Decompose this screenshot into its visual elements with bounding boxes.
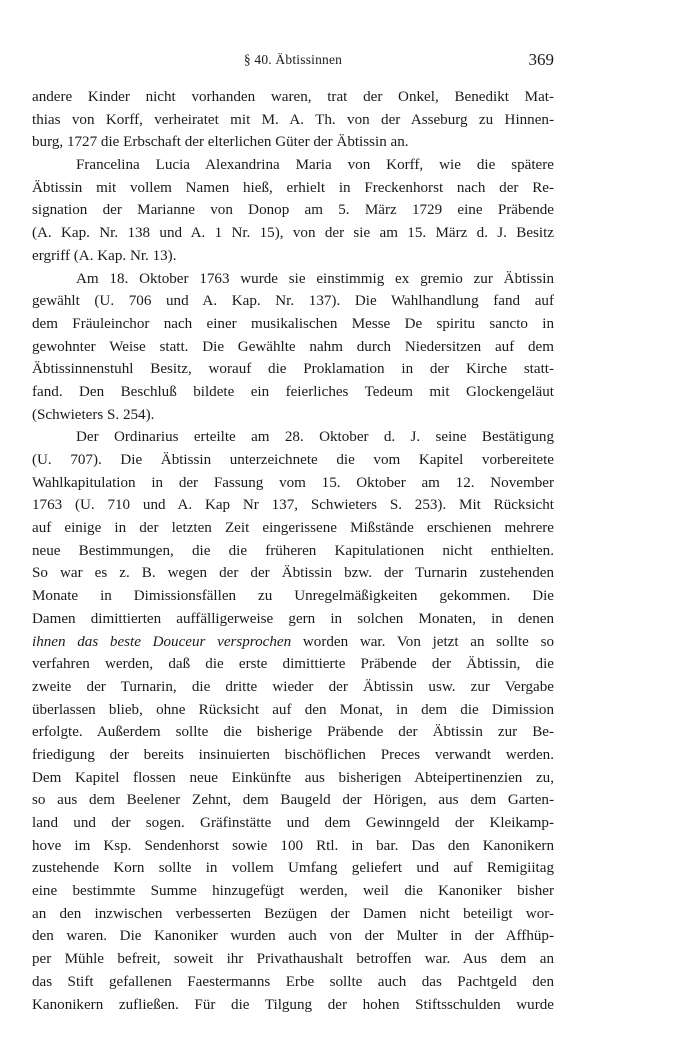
text-line: gewählt (U. 706 und A. Kap. Nr. 137). Die Wahlhandlung fand auf [32, 293, 554, 310]
text-line: den waren. Die Kanoniker wurden auch von der Multer in der Affhüp- [32, 928, 554, 945]
text-line: Monate in Dimissionsfällen zu Unregelmäßigkeiten gekommen. Die [32, 588, 554, 605]
text-line: So war es z. B. wegen der der Äbtissin bzw. der Turnarin zustehenden [32, 565, 554, 582]
text-line: Am 18. Oktober 1763 wurde sie einstimmig ex gremio zur Äbtissin [76, 270, 554, 287]
text-line: land und der sogen. Gräfinstätte und dem Gewinngeld der Kleikamp- [32, 815, 554, 831]
text-line: Der Ordinarius erteilte am 28. Oktober d. J. seine Bestätigung [76, 429, 554, 446]
text-line: Äbtissin mit vollem Namen hieß, erhielt in Freckenhorst nach der Re- [32, 179, 554, 196]
text-line: hove im Ksp. Sendenhorst sowie 100 Rtl. in bar. Das den Kanonikern [32, 837, 554, 854]
page-number: 369 [528, 50, 554, 69]
text-line: Francelina Lucia Alexandrina Maria von Korff, wie die spätere [76, 157, 554, 174]
text-line: burg, 1727 die Erbschaft der elterlichen Güter der Äbtissin an. [32, 134, 409, 151]
text-line: ergriff (A. Kap. Nr. 13). [32, 247, 177, 264]
text-line: Wahlkapitulation in der Fassung vom 15. Oktober am 12. November [32, 474, 554, 491]
text-line: zweite der Turnarin, die dritte wieder der Äbtissin usw. zur Vergabe [32, 678, 554, 695]
text-line: Kanonikern zufließen. Für die Tilgung der hohen Stiftsschulden wurde [32, 996, 554, 1013]
emphasized-text: ihnen das beste Douceur versprochen [32, 633, 292, 650]
text-line: verfahren werden, daß die erste dimittierte Präbende der Äbtissin, die [32, 656, 554, 673]
text-line: so aus dem Beelener Zehnt, dem Baugeld der Hörigen, aus dem Garten- [32, 792, 554, 809]
section-title: § 40. Äbtissinnen [243, 52, 343, 67]
text-line: (Schwieters S. 254). [32, 406, 155, 423]
running-head [32, 52, 554, 74]
text-line: auf einige in der letzten Zeit eingerissene Mißstände erschienen mehrere [32, 520, 554, 537]
text-line: (A. Kap. Nr. 138 und A. 1 Nr. 15), von der sie am 15. März d. J. Besitz [32, 225, 554, 242]
text-line: Äbtissinnenstuhl Besitz, worauf die Proklamation in der Kirche statt- [32, 361, 554, 378]
text-line: andere Kinder nicht vorhanden waren, trat der Onkel, Benedikt Mat- [32, 89, 554, 105]
text-run: worden war. Von jetzt an sollte so [291, 633, 555, 650]
text-line: Dem Kapitel flossen neue Einkünfte aus bisherigen Abteipertinenzien zu, [32, 769, 554, 786]
text-line: (U. 707). Die Äbtissin unterzeichnete die vom Kapitel vorbereitete [32, 452, 554, 468]
text-line: erfolgte. Außerdem sollte die bisherige Präbende der Äbtissin zur Be- [32, 724, 554, 741]
text-line: zustehende Korn sollte in vollem Umfang geliefert und auf Remigiitag [32, 860, 554, 877]
text-line: signation der Marianne von Donop am 5. März 1729 eine Präbende [32, 202, 554, 219]
body-text [32, 86, 554, 1016]
text-line: neue Bestimmungen, die die früheren Kapitulationen nicht enthielten. [32, 542, 554, 559]
text-line: per Mühle befreit, soweit ihr Privathaushalt betroffen war. Aus dem an [32, 951, 554, 968]
text-line: fand. Den Beschluß bildete ein feierliches Tedeum mit Glockengeläut [32, 383, 554, 400]
text-line: Damen dimittierten auffälligerweise gern in solchen Monaten, in denen [32, 610, 554, 627]
text-line: thias von Korff, verheiratet mit M. A. Th. von der Asseburg zu Hinnen- [32, 111, 554, 128]
text-line: gewohnter Weise statt. Die Gewählte nahm durch Niedersitzen auf dem [32, 338, 554, 355]
text-line: an den inzwischen verbesserten Bezügen der Damen nicht beteiligt wor- [32, 905, 554, 922]
text-line: das Stift gefallenen Faestermanns Erbe sollte auch das Pachtgeld den [32, 973, 554, 990]
text-line: dem Fräuleinchor nach einer musikalischen Messe De spiritu sancto in [32, 315, 554, 332]
text-line: friedigung der bereits insinuierten bischöflichen Preces verwandt werden. [32, 746, 554, 763]
text-line: überlassen blieb, ohne Rücksicht auf den Monat, in dem die Dimission [32, 701, 554, 718]
text-line [32, 631, 554, 654]
text-line: eine bestimmte Summe hinzugefügt werden, weil die Kanoniker bisher [32, 883, 554, 900]
text-line: 1763 (U. 710 und A. Kap Nr 137, Schwieters S. 253). Mit Rücksicht [32, 497, 554, 514]
